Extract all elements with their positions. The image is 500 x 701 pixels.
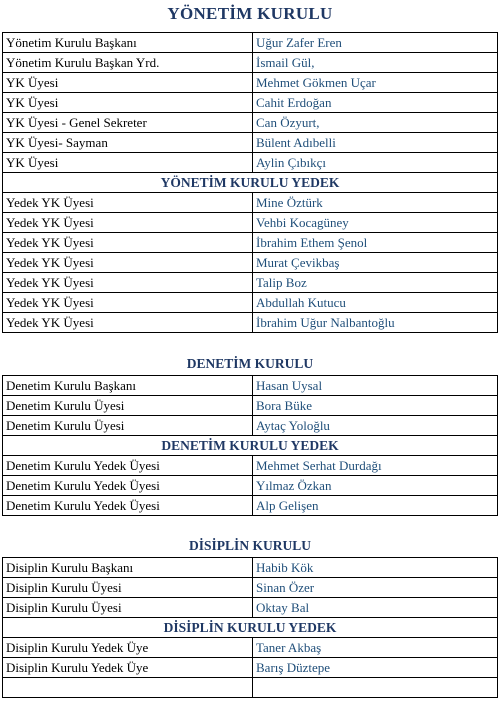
table-row (3, 193, 498, 213)
disiplin-kurulu-title: DİSİPLİN KURULU (189, 538, 311, 553)
role-cell: Yedek YK Üyesi (3, 293, 253, 313)
table-row (3, 33, 498, 53)
name-cell: Bora Büke (253, 396, 498, 416)
disiplin-kurulu-table (2, 557, 498, 698)
table-row (3, 233, 498, 253)
table-row (3, 598, 498, 618)
name-cell: İbrahim Uğur Nalbantoğlu (253, 313, 498, 333)
role-cell: Denetim Kurulu Üyesi (3, 416, 253, 436)
denetim-kurulu-table (2, 375, 498, 516)
table-row (3, 313, 498, 333)
role-cell: Yedek YK Üyesi (3, 313, 253, 333)
role-cell: Disiplin Kurulu Başkanı (3, 558, 253, 578)
denetim-kurulu-yedek-heading: DENETİM KURULU YEDEK (3, 436, 498, 456)
role-cell: Denetim Kurulu Başkanı (3, 376, 253, 396)
name-cell: Can Özyurt, (253, 113, 498, 133)
table-row (3, 658, 498, 678)
role-cell: Disiplin Kurulu Üyesi (3, 598, 253, 618)
table-row (3, 416, 498, 436)
table-row (3, 376, 498, 396)
role-cell: Disiplin Kurulu Yedek Üye (3, 658, 253, 678)
name-cell: Aylin Çıbıkçı (253, 153, 498, 173)
subsection-row (3, 618, 498, 638)
name-cell: Oktay Bal (253, 598, 498, 618)
name-cell: Talip Boz (253, 273, 498, 293)
table-row (3, 476, 498, 496)
name-cell: Mine Öztürk (253, 193, 498, 213)
table-row (3, 273, 498, 293)
role-cell: Disiplin Kurulu Yedek Üye (3, 638, 253, 658)
role-cell: YK Üyesi - Genel Sekreter (3, 113, 253, 133)
name-cell: Abdullah Kutucu (253, 293, 498, 313)
role-cell: Denetim Kurulu Üyesi (3, 396, 253, 416)
role-cell: Yedek YK Üyesi (3, 193, 253, 213)
role-cell: Denetim Kurulu Yedek Üyesi (3, 476, 253, 496)
name-cell: Bülent Adıbelli (253, 133, 498, 153)
name-cell (253, 678, 498, 698)
yonetim-kurulu-yedek-heading: YÖNETİM KURULU YEDEK (3, 173, 498, 193)
name-cell: Yılmaz Özkan (253, 476, 498, 496)
role-cell: Yönetim Kurulu Başkanı (3, 33, 253, 53)
table-row (3, 213, 498, 233)
yonetim-kurulu-title: YÖNETİM KURULU (167, 4, 333, 23)
name-cell: Barış Düztepe (253, 658, 498, 678)
role-cell: Yedek YK Üyesi (3, 273, 253, 293)
denetim-kurulu-title: DENETİM KURULU (186, 356, 314, 371)
role-cell: YK Üyesi (3, 93, 253, 113)
table-row (3, 496, 498, 516)
name-cell: Mehmet Gökmen Uçar (253, 73, 498, 93)
name-cell: İbrahim Ethem Şenol (253, 233, 498, 253)
name-cell: Mehmet Serhat Durdağı (253, 456, 498, 476)
name-cell: Sinan Özer (253, 578, 498, 598)
table-row (3, 133, 498, 153)
role-cell: YK Üyesi (3, 73, 253, 93)
role-cell: YK Üyesi (3, 153, 253, 173)
table-row (3, 396, 498, 416)
role-cell: Disiplin Kurulu Üyesi (3, 578, 253, 598)
name-cell: Vehbi Kocagüney (253, 213, 498, 233)
role-cell (3, 678, 253, 698)
table-row (3, 73, 498, 93)
table-row (3, 153, 498, 173)
role-cell: YK Üyesi- Sayman (3, 133, 253, 153)
table-row (3, 293, 498, 313)
name-cell: İsmail Gül, (253, 53, 498, 73)
table-row (3, 558, 498, 578)
name-cell: Cahit Erdoğan (253, 93, 498, 113)
subsection-row (3, 436, 498, 456)
table-row (3, 53, 498, 73)
role-cell: Denetim Kurulu Yedek Üyesi (3, 456, 253, 476)
role-cell: Yönetim Kurulu Başkan Yrd. (3, 53, 253, 73)
name-cell: Aytaç Yoloğlu (253, 416, 498, 436)
table-row (3, 456, 498, 476)
role-cell: Yedek YK Üyesi (3, 233, 253, 253)
name-cell: Habib Kök (253, 558, 498, 578)
name-cell: Hasan Uysal (253, 376, 498, 396)
table-row (3, 113, 498, 133)
table-row (3, 638, 498, 658)
name-cell: Alp Gelişen (253, 496, 498, 516)
table-row (3, 678, 498, 698)
name-cell: Murat Çevikbaş (253, 253, 498, 273)
subsection-row (3, 173, 498, 193)
role-cell: Yedek YK Üyesi (3, 253, 253, 273)
table-row (3, 93, 498, 113)
name-cell: Taner Akbaş (253, 638, 498, 658)
table-row (3, 253, 498, 273)
yonetim-kurulu-table (2, 32, 498, 333)
disiplin-kurulu-yedek-heading: DİSİPLİN KURULU YEDEK (3, 618, 498, 638)
table-row (3, 578, 498, 598)
role-cell: Denetim Kurulu Yedek Üyesi (3, 496, 253, 516)
role-cell: Yedek YK Üyesi (3, 213, 253, 233)
name-cell: Uğur Zafer Eren (253, 33, 498, 53)
